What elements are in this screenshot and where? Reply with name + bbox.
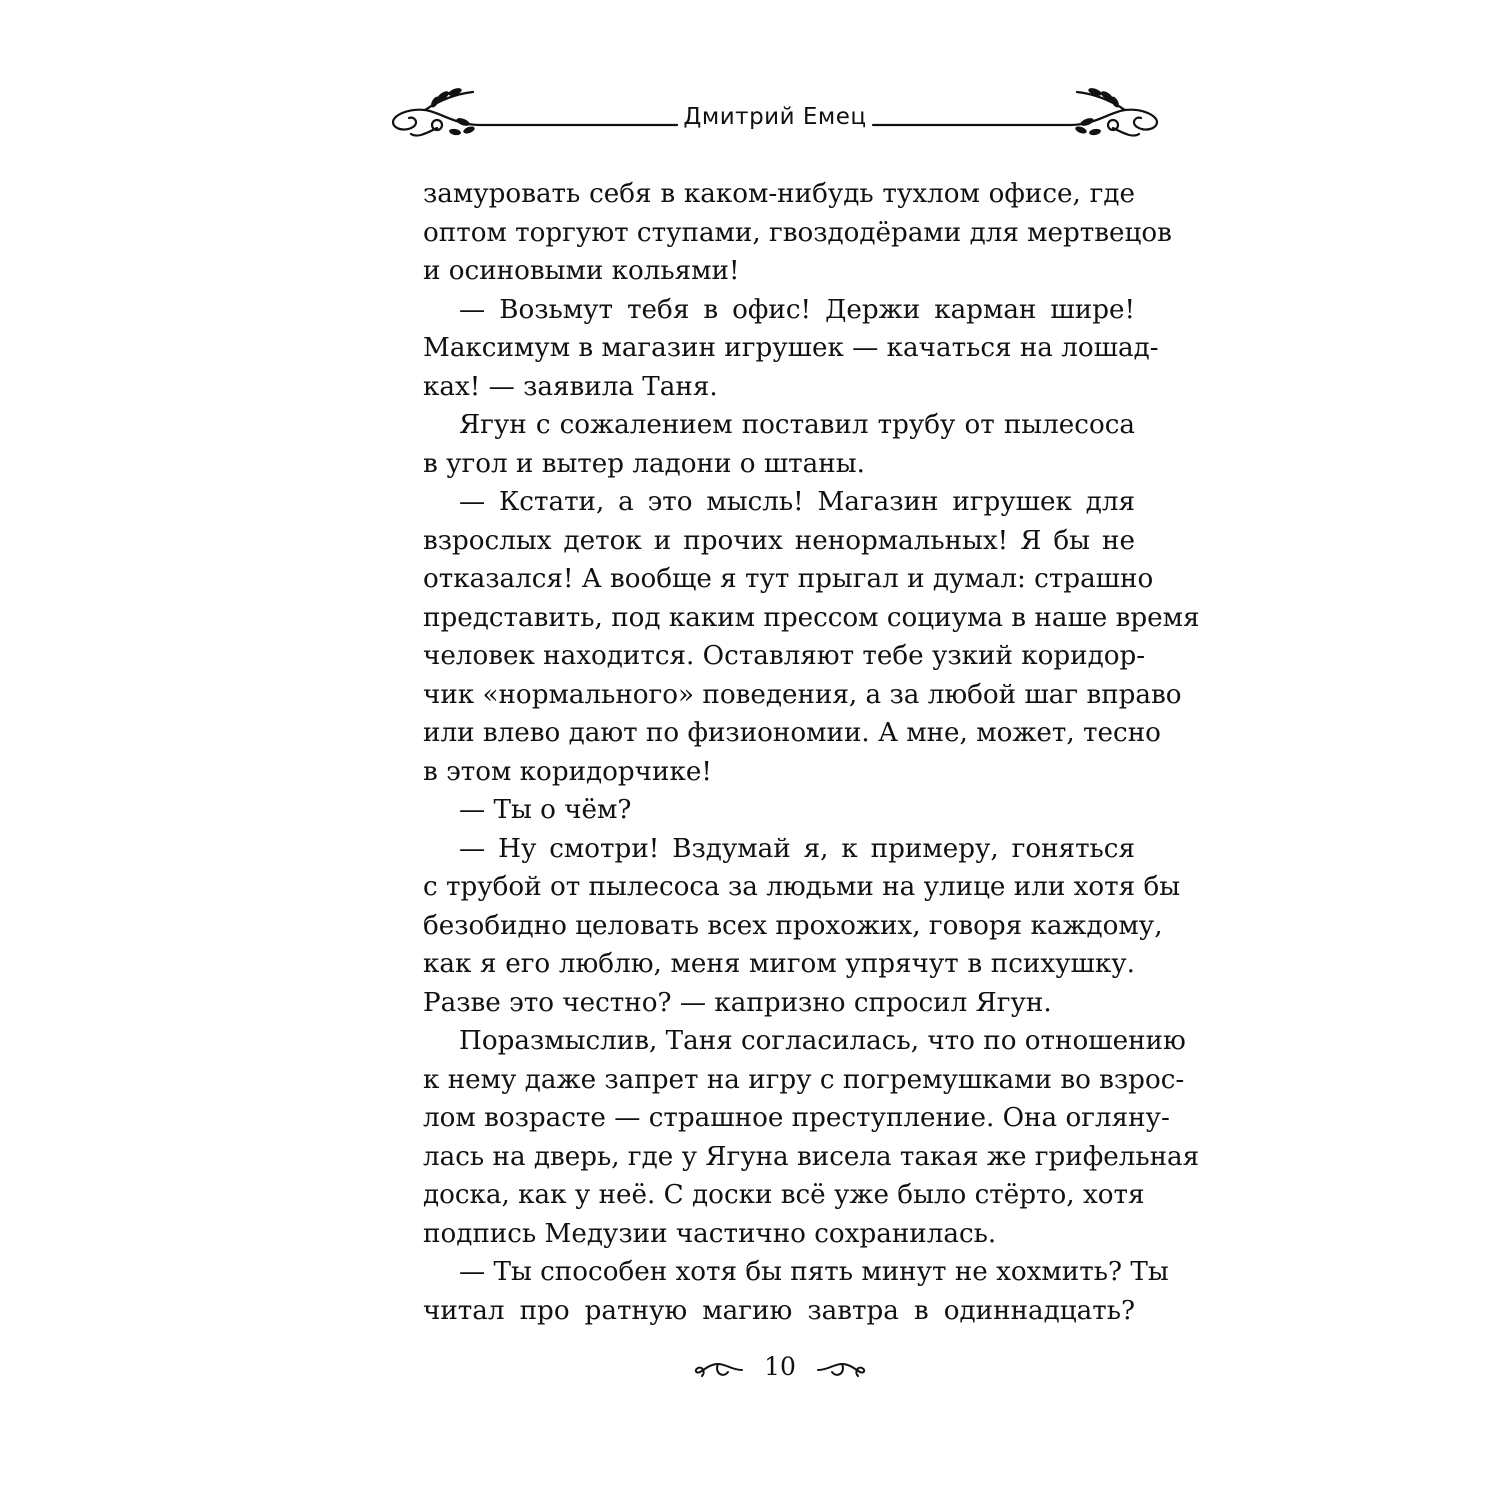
text-line: оптом торгуют ступами, гвоздодёрами для мертвецов [423,217,1172,248]
text-line: Ягун с сожалением поставил трубу от пылесоса [459,410,1135,440]
text-line: — Ты о чём? [459,795,632,825]
page-number: 10 [764,1352,796,1381]
text-line: в угол и вытер ладони о штаны. [423,448,865,479]
text-line: к нему даже запрет на игру с погремушками во взрос- [423,1064,1185,1095]
text-line: взрослых деток и прочих ненормальных! Я бы не [423,525,1135,556]
text-line: доска, как у неё. С доски всё уже было стёрто, хотя [423,1180,1145,1210]
text-line: Максимум в магазин игрушек — качаться на лошад- [423,333,1159,363]
text-line: безобидно целовать всех прохожих, говоря каждому, [423,910,1163,941]
text-line: лом возрасте — страшное преступление. Она огляну- [423,1103,1170,1133]
text-line: лась на дверь, где у Ягуна висела такая же грифельная [423,1141,1200,1172]
page-footer [690,1350,870,1390]
text-line: как я его люблю, меня мигом упрячут в психушку. [423,949,1135,979]
text-line: в этом коридорчике! [423,756,712,787]
text-line: Поразмыслив, Таня согласилась, что по отношению [459,1026,1186,1056]
text-line: с трубой от пылесоса за людьми на улице или хотя бы [423,872,1181,902]
text-line: и осиновыми кольями! [423,256,740,286]
text-line: подпись Медузии частично сохранилась. [423,1218,997,1249]
text-line: читал про ратную магию завтра в одиннадцать? [423,1295,1135,1326]
text-line: — Ну смотри! Вздумай я, к примеру, гоняться [459,833,1135,864]
text-line: представить, под каким прессом социума в наше время [423,602,1200,633]
text-line: Разве это честно? — капризно спросил Ягун. [423,987,1052,1018]
text-line: — Кстати, а это мысль! Магазин игрушек для [459,487,1135,517]
author-name: Дмитрий Емец [683,104,867,130]
text-line: замуровать себя в каком-нибудь тухлом офисе, где [423,179,1135,209]
body-text [423,175,1200,1330]
text-line: — Ты способен хотя бы пять минут не хохмить? Ты [459,1257,1169,1287]
text-line: — Возьмут тебя в офис! Держи карман шире! [459,294,1135,325]
text-line: чик «нормального» поведения, а за любой шаг вправо [423,679,1182,710]
running-header [385,82,1165,152]
text-line: ках! — заявила Таня. [423,371,718,402]
text-line: или влево дают по физиономии. А мне, может, тесно [423,718,1161,748]
text-line: человек находится. Оставляют тебе узкий коридор- [423,641,1146,671]
text-line: отказался! А вообще я тут прыгал и думал: страшно [423,564,1154,594]
